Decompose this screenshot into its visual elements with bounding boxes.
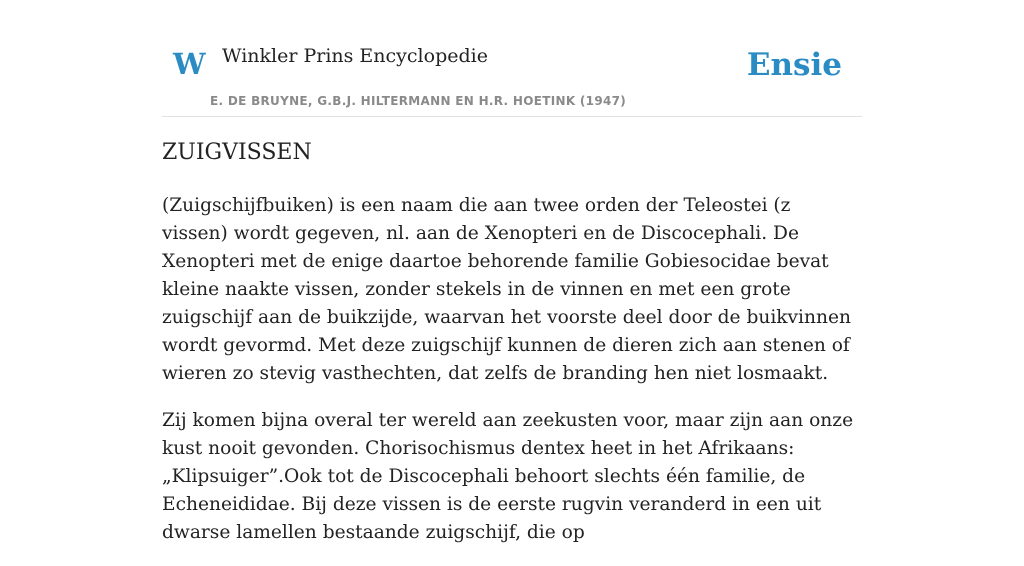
entry-paragraph: Zij komen bijna overal ter wereld aan zeekusten voor, maar zijn aan onze kust nooit gevonden. Chorisochismus dentex heet in het Afrikaans: „Klipsuiger”.Ook tot de Discocephali behoort slechts één familie, de Echeneididae. Bij deze vissen is de eerste rugvin veranderd in een uit dwarse lamellen bestaande zuigschijf, die op — [162, 410, 854, 543]
site-header — [162, 0, 862, 117]
entry-paragraph: (Zuigschijfbuiken) is een naam die aan twee orden der Teleostei (z vissen) wordt gegeven, nl. aan de Xenopteri en de Discocephali. De Xenopteri met de enige daartoe behorende familie Gobiesocidae bevat kleine naakte vissen, zonder stekels in de vinnen en met een grote zuigschijf aan de buikzijde, waarvan het voorste deel door de buikvinnen wordt gevormd. Met deze zuigschijf kunnen de dieren zich aan stenen of wieren zo stevig vasthechten, dat zelfs de branding hen niet losmaakt. — [162, 195, 851, 384]
ensie-logo[interactable]: Ensie — [746, 47, 842, 83]
entry-title: ZUIGVISSEN — [162, 140, 312, 165]
winkler-prins-logo-icon[interactable]: W — [173, 47, 206, 81]
entry-body — [162, 192, 862, 566]
authors-line: E. DE BRUYNE, G.B.J. HILTERMANN EN H.R. HOETINK (1947) — [210, 94, 627, 108]
article-page — [162, 0, 862, 543]
publication-title[interactable]: Winkler Prins Encyclopedie — [222, 45, 488, 67]
